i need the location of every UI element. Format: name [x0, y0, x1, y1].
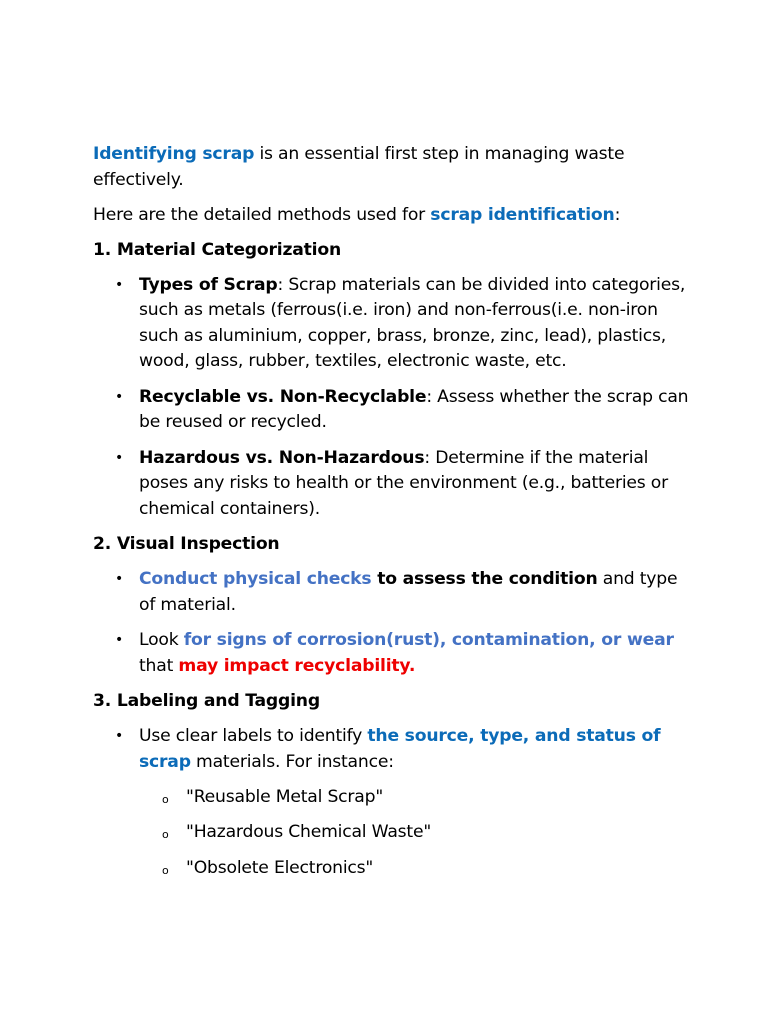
- label-example-text: "Hazardous Chemical Waste": [186, 822, 432, 842]
- item-term: Types of Scrap: [139, 274, 278, 295]
- bullet-icon: •: [115, 388, 124, 405]
- methods-colon: :: [614, 204, 621, 225]
- item-text-start: Look: [139, 630, 184, 650]
- section-heading-labeling-tagging: 3. Labeling and Tagging: [93, 691, 320, 711]
- label-example-text: "Obsolete Electronics": [186, 857, 374, 878]
- list-item: [115, 273, 693, 375]
- recyclability-warning: may impact recyclability.: [178, 655, 416, 676]
- corrosion-highlight: for signs of corrosion(rust), contamination, or wear: [183, 630, 674, 650]
- item-term: Hazardous vs. Non-Hazardous: [139, 447, 425, 468]
- item-text-middle: that: [139, 655, 179, 676]
- list-item: [115, 567, 693, 618]
- label-example-text: "Reusable Metal Scrap": [186, 786, 384, 807]
- bullet-icon: •: [115, 728, 124, 744]
- bullet-icon: •: [115, 632, 124, 648]
- labeling-list: [93, 724, 693, 881]
- sub-bullet-icon: o: [162, 863, 169, 877]
- condition-bold-text: to assess the condition: [371, 569, 598, 589]
- item-text-end: materials. For instance:: [190, 751, 394, 772]
- intro-text: is an essential first step in managing waste effectively.: [93, 144, 625, 190]
- item-description: : Assess whether the scrap can be reused or recycled.: [139, 386, 689, 432]
- item-text-start: Use clear labels to identify: [139, 726, 368, 746]
- methods-text: Here are the detailed methods used for: [93, 204, 431, 225]
- list-item: [115, 628, 693, 679]
- intro-paragraph: [93, 142, 693, 193]
- item-description: : Scrap materials can be divided into categories, such as metals (ferrous(i.e. iron) and non-ferrous(i.e. non-iron such as aluminium, copper, brass, bronze, zinc, lead), plastics, wood, glass, rubber, textiles, electronic waste, etc.: [139, 274, 686, 371]
- section-heading-visual-inspection: 2. Visual Inspection: [93, 534, 280, 554]
- identifying-scrap-link[interactable]: Identifying scrap: [93, 144, 255, 164]
- label-example: [162, 856, 693, 882]
- item-term: Recyclable vs. Non-Recyclable: [139, 386, 427, 407]
- physical-checks-highlight: Conduct physical checks: [139, 569, 372, 589]
- sub-bullet-icon: o: [162, 828, 169, 841]
- methods-paragraph: [93, 203, 693, 229]
- item-description: and type of material.: [139, 569, 678, 615]
- visual-inspection-list: [93, 567, 693, 679]
- list-item: [115, 724, 693, 881]
- bullet-icon: •: [115, 449, 124, 466]
- bullet-icon: •: [115, 276, 124, 293]
- sub-bullet-icon: o: [162, 792, 169, 806]
- document-body: [93, 142, 693, 891]
- source-type-status-highlight: the source, type, and status of scrap: [139, 726, 661, 772]
- label-example: [162, 820, 693, 846]
- item-description: : Determine if the material poses any risks to health or the environment (e.g., batteries or chemical containers).: [139, 447, 668, 519]
- list-item: [115, 446, 693, 523]
- scrap-identification-link[interactable]: scrap identification: [430, 204, 615, 225]
- label-examples-list: [139, 785, 693, 882]
- list-item: [115, 385, 693, 436]
- bullet-icon: •: [115, 571, 124, 587]
- label-example: [162, 785, 693, 811]
- section-heading-material-categorization: 1. Material Categorization: [93, 239, 342, 260]
- material-categorization-list: [93, 273, 693, 523]
